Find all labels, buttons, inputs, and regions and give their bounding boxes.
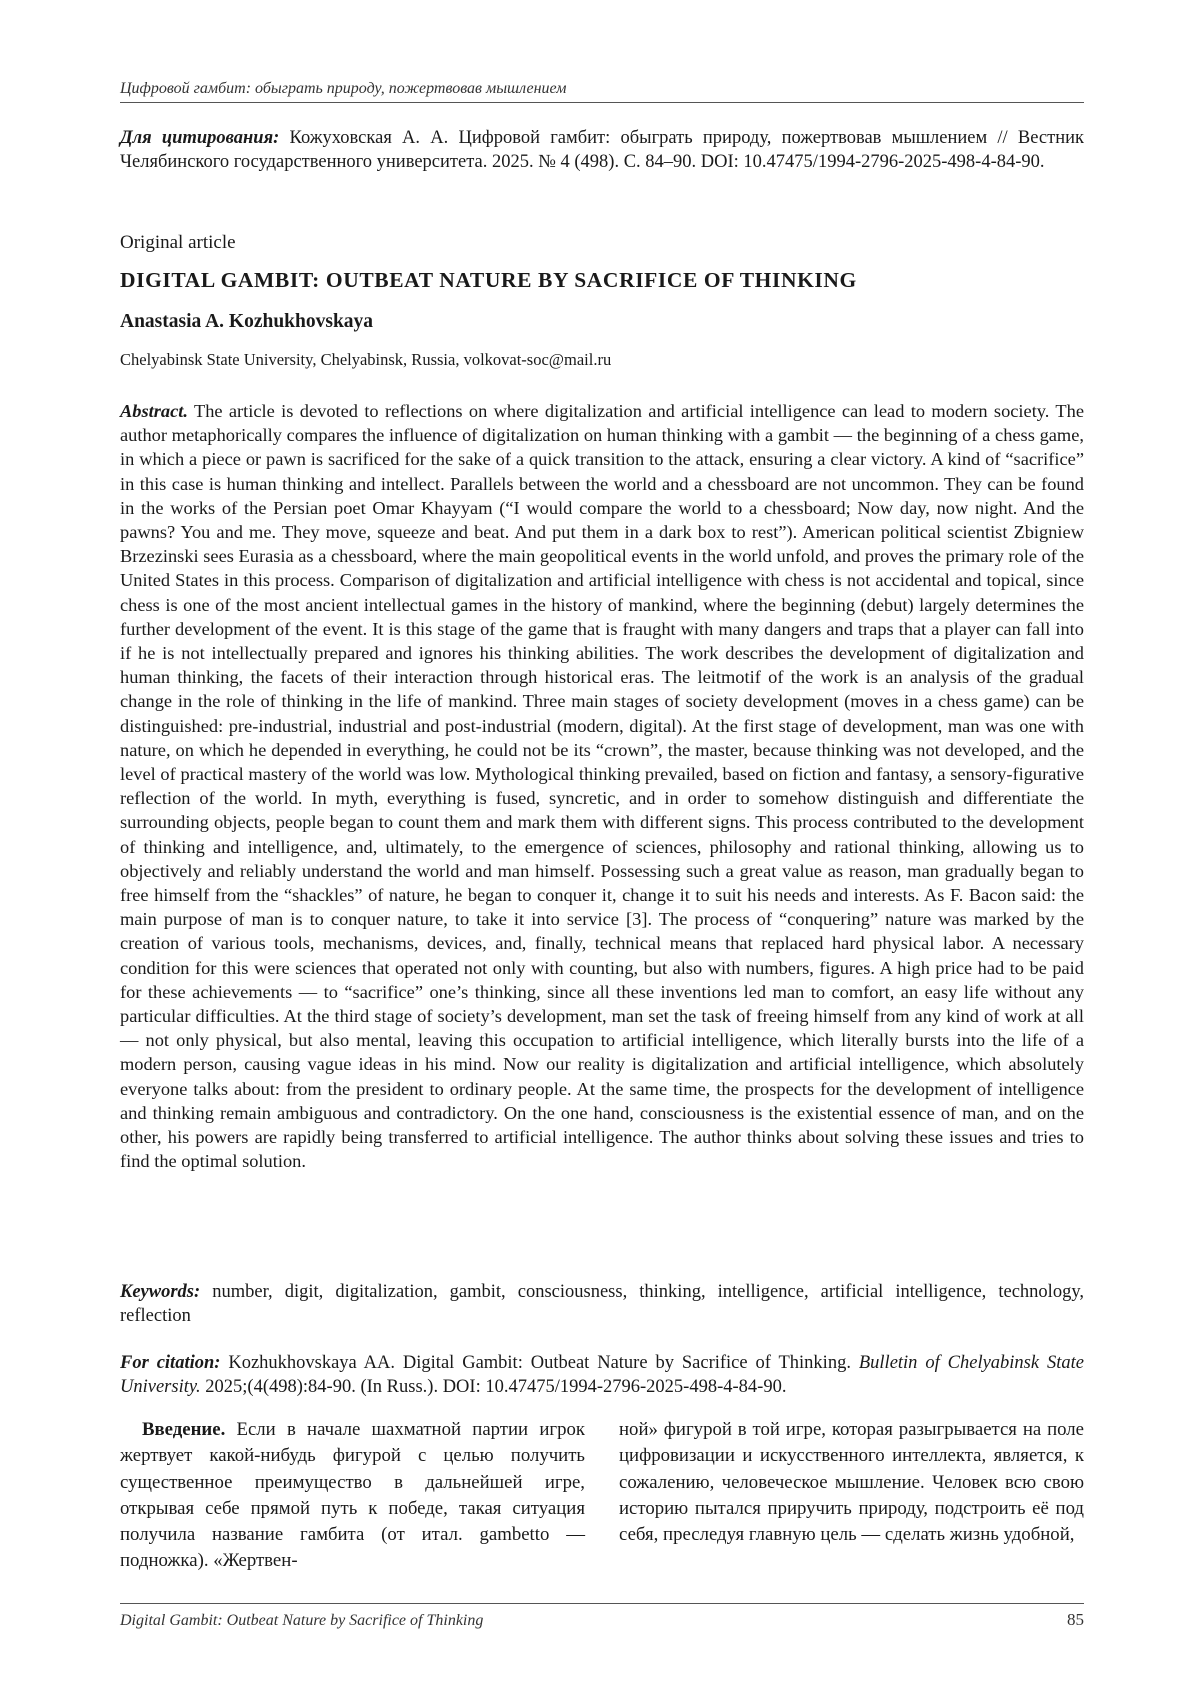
- citation-en-journal: Bulletin of Chelyabinsk State University.: [120, 1353, 1084, 1397]
- intro-label: Введение.: [142, 1419, 226, 1440]
- abstract-label: Abstract.: [120, 401, 188, 421]
- citation-en-text-before: Kozhukhovskaya AA. Digital Gambit: Outbeat Nature by Sacrifice of Thinking.: [220, 1353, 859, 1373]
- citation-en-label: For citation:: [120, 1353, 221, 1373]
- document-page: [120, 0, 1084, 1697]
- abstract-text: The article is devoted to reflections on where digitalization and artificial intelligence can lead to modern society. The author metaphorically compares the influence of digitalization on human thinking with a gambit — the beginning of a chess game, in which a piece or pawn is sacrificed for the sake of a quick transition to the attack, ensuring a clear victory. A kind of “sacrifice” in this case is human thinking and intellect. Parallels between the world and a chessboard are not uncommon. They can be found in the works of the Persian poet Omar Khayyam (“I would compare the world to a chessboard; Now day, now night. And the pawns? You and me. They move, squeeze and beat. And put them in a dark box to rest”). American political scientist Zbigniew Brzezinski sees Eurasia as a chessboard, where the main geopolitical events in the world unfold, and proves the primary role of the United States in this process. Comparison of digitalization and artificial intelligence with chess is not accidental and topical, since chess is one of the most ancient intellectual games in the history of mankind, where the beginning (debut) largely determines the further development of the event. It is this stage of the game that is fraught with many dangers and traps that a player can fall into if he is not intellectually prepared and ignores his thinking abilities. The work describes the development of digitalization and human thinking, the facets of their interaction through historical eras. The leitmotif of the work is an analysis of the gradual change in the role of thinking in the life of mankind. Three main stages of society development (moves in a chess game) can be distinguished: pre-industrial, industrial and post-industrial (modern, digital). At the first stage of development, man was one with nature, on which he depended in everything, he could not be its “crown”, the master, because thinking was not developed, and the level of practical mastery of the world was low. Mythological thinking prevailed, based on fiction and fantasy, a sensory-figurative reflection of the world. In myth, everything is fused, syncretic, and in order to somehow distinguish and differentiate the surrounding objects, people began to count them and mark them with different signs. This process contributed to the development of thinking and intelligence, and, ultimately, to the emergence of sciences, philosophy and rational thinking, allowing us to objectively and reliably understand the world and man himself. Possessing such a great value as reason, man gradually began to free himself from the “shackles” of nature, he began to conquer it, change it to suit his needs and interests. As F. Bacon said: the main purpose of man is to conquer nature, to take it into service [3]. The process of “conquering” nature was marked by the creation of various tools, mechanisms, devices, and, finally, technical means that replaced hard physical labor. A necessary condition for this were sciences that operated not only with counting, but also with numbers, figures. A high price had to be paid for these achievements — to “sacrifice” one’s thinking, since all these inventions led man to comfort, an easy life without any particular difficulties. At the third stage of society’s development, man set the task of freeing himself from any kind of work at all — not only physical, but also mental, leaving this occupation to artificial intelligence, which literally bursts into the life of a modern person, causing vague ideas in his mind. Now our reality is digitalization and artificial intelligence, which absolutely everyone talks about: from the president to ordinary people. At the same time, the prospects for the development of intelligence and thinking remain ambiguous and contradictory. On the one hand, consciousness is the existential essence of man, and on the other, his powers are rapidly being transferred to artificial intelligence. The author thinks about solving these issues and tries to find the optimal solution.: [120, 401, 1084, 1172]
- citation-en-text-after: 2025;(4(498):84-90. (In Russ.). DOI: 10.47475/1994-2796-2025-498-4-84-90.: [200, 1377, 787, 1397]
- body-right-text: ной» фигурой в той игре, которая разыгрывается на поле цифровизации и искусственного интеллекта, является, к сожалению, человеческое мышление. Человек всю свою историю пытался приручить природу, подстроить её под себя, преследуя главную цель — сделать жизнь удобной,: [619, 1419, 1084, 1546]
- author-affiliation: Chelyabinsk State University, Chelyabinsk, Russia, volkovat-soc@mail.ru: [120, 350, 612, 369]
- body-column-right: [619, 1417, 1084, 1548]
- article-type: Original article: [120, 232, 236, 253]
- citation-ru-text: Кожуховская А. А. Цифровой гамбит: обыграть природу, пожертвовав мышлением // Вестник Челябинского государственного университета. 2025. № 4 (498). С. 84–90. DOI: 10.47475/1994-2796-2025-498-4-84-90.: [120, 128, 1084, 172]
- author-name: Anastasia A. Kozhukhovskaya: [120, 311, 374, 332]
- keywords-label: Keywords:: [120, 1282, 201, 1302]
- footer-divider: [120, 1603, 1084, 1604]
- page-number: 85: [1067, 1610, 1084, 1629]
- article-title: DIGITAL GAMBIT: OUTBEAT NATURE BY SACRIFICE OF THINKING: [120, 268, 857, 292]
- citation-ru-label: Для цитирования:: [120, 128, 280, 148]
- abstract: [120, 399, 1084, 1174]
- keywords: [120, 1280, 1084, 1328]
- keywords-text: number, digit, digitalization, gambit, consciousness, thinking, intelligence, artificial intelligence, technology, reflection: [120, 1282, 1084, 1326]
- body-left-text: Если в начале шахматной партии игрок жертвует какой-нибудь фигурой с целью получить существенное преимущество в дальнейшей игре, открывая себе прямой путь к победе, такая ситуация получила название гамбита (от итал. gambetto — подножка). «Жертвен-: [120, 1419, 585, 1572]
- running-header: Цифровой гамбит: обыграть природу, пожертвовав мышлением: [120, 80, 1084, 103]
- citation-en: [120, 1351, 1084, 1399]
- citation-ru: [120, 126, 1084, 174]
- body-column-left: [120, 1417, 585, 1575]
- footer-running-title: Digital Gambit: Outbeat Nature by Sacrifice of Thinking: [120, 1612, 484, 1629]
